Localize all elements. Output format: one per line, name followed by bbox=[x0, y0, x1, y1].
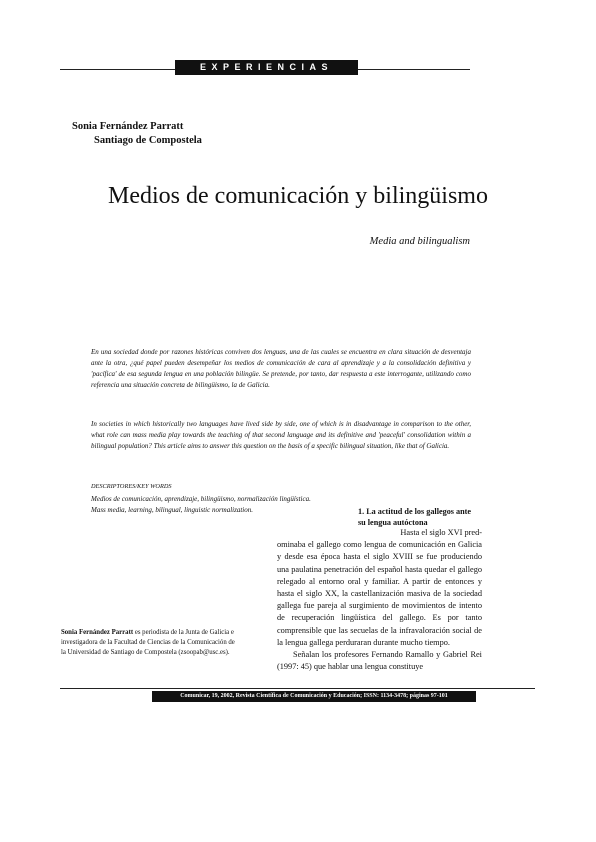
author-affiliation: Santiago de Compostela bbox=[94, 135, 202, 146]
body-paragraph: ominaba el gallego como lengua de comunicación en Galicia y desde esa época hasta el siglo XVIII se fue produciendo una paulatina penetración del español hasta quedar el gallego relegado al entorno oral y familiar. A partir de entonces y hasta el siglo XX, la castellanización masiva de la sociedad gallega fue pareja al surgimiento de movimientos de intento de recuperación lingüística del gallego. Es por tanto comprensible que las secuelas de la infravaloración social de la lengua gallega perduraran durante mucho tiempo. bbox=[277, 540, 482, 647]
section-heading: 1. La actitud de los gallegos ante su lengua autóctona bbox=[358, 507, 472, 527]
footer-rule bbox=[60, 688, 535, 689]
abstract-english: In societies in which historically two languages have lived side by side, one of which is in disadvantage in comparison to the other, what role can mass media play towards the teaching of that second language and its definitive and 'peaceful' consolidation within a bilingual population? This article aims to answer this question on the basis of a specific bilingual situation, like that of Galicia. bbox=[91, 420, 471, 451]
body-paragraph-first-line: Hasta el siglo XVI pred- bbox=[400, 528, 482, 537]
author-name: Sonia Fernández Parratt bbox=[72, 121, 184, 132]
article-subtitle: Media and bilingualism bbox=[369, 236, 470, 247]
abstract-spanish: En una sociedad donde por razones históricas conviven dos lenguas, una de las cuales se encuentra en clara situación de desventaja ante la otra, ¿qué papel pueden desempeñar los medios de comunicación de cara al aprendizaje y a la consolidación definitiva y 'pacífica' de esa segunda lengua en una población bilingüe. Se pretende, por tanto, dar respuesta a este interrogante, utilizando como referencia una situación concreta de bilingüismo, la de Galicia. bbox=[91, 348, 471, 390]
keywords-english: Mass media, learning, bilingual, linguistic normalization. bbox=[91, 506, 253, 514]
body-paragraph: Señalan los profesores Fernando Ramallo y Gabriel Rei (1997: 45) que hablar una lengua constituye bbox=[277, 650, 482, 672]
footer-citation: Comunicar, 19, 2002, Revista Científica de Comunicación y Educación; ISSN: 1134-3478; páginas 97-101 bbox=[180, 693, 448, 699]
author-bio bbox=[61, 628, 239, 658]
article-title: Medios de comunicación y bilingüismo bbox=[108, 183, 488, 209]
keywords-label: DESCRIPTORES/KEY WORDS bbox=[91, 483, 172, 490]
bio-text: es periodista de la Junta de Galicia e investigadora de la Facultad de Ciencias de la Comunicación de la Universidad de Santiago de Compostela (zsoopab@usc.es). bbox=[61, 629, 235, 657]
keywords-spanish: Medios de comunicación, aprendizaje, bilingüismo, normalización lingüística. bbox=[91, 495, 311, 503]
section-label: EXPERIENCIAS bbox=[199, 62, 334, 72]
bio-name: Sonia Fernández Parratt bbox=[61, 629, 134, 636]
body-text bbox=[277, 527, 482, 673]
